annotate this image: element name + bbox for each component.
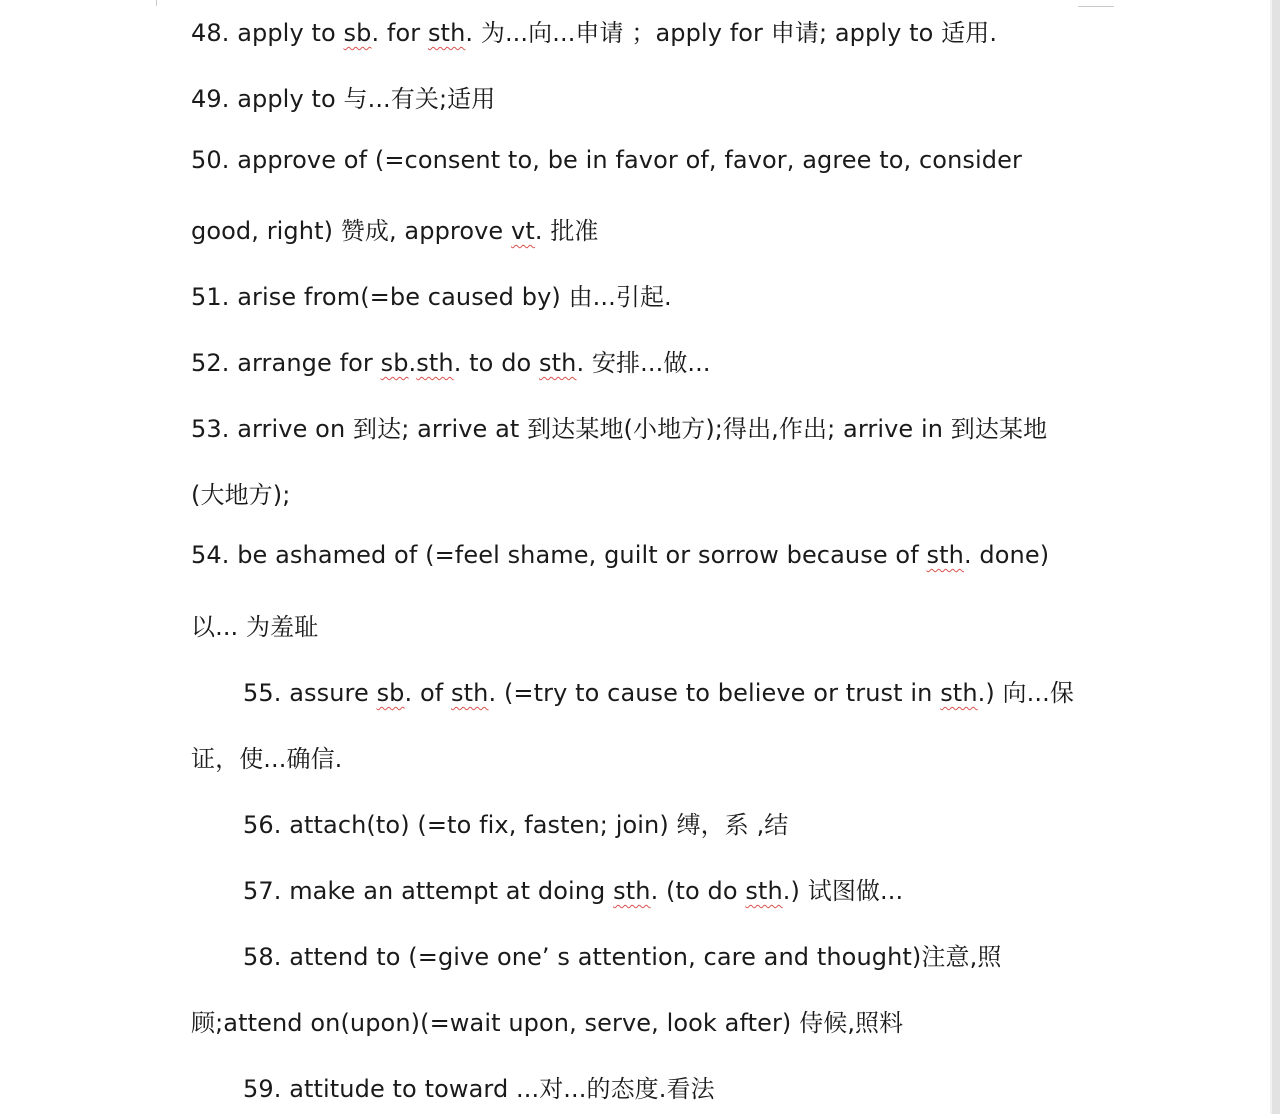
entry-54-continued [191,607,318,642]
text-run: . for [371,19,428,47]
text-run: 50. approve of (=consent to, be in favor of, favor, agree to, consider [191,146,1022,174]
text-run: (大地方); [191,481,291,509]
text-run: . (=try to cause to believe or trust in [488,679,941,707]
entry-56 [243,805,788,840]
entry-51 [191,277,672,312]
entry-48 [191,13,997,48]
text-run: 57. make an attempt at doing [243,877,614,905]
text-run: 51. arise from(=be caused by) 由...引起. [191,283,672,311]
text-run: . of [404,679,452,707]
entry-53-continued [191,475,290,510]
entry-50-continued [191,211,599,246]
entry-49 [191,79,495,114]
text-run: 53. arrive on 到达; arrive at 到达某地(小地方);得出,作出; arrive in 到达某地 [191,415,1048,443]
text-run: . to do [453,349,540,377]
spellcheck-underlined-word: sth [451,679,489,707]
text-run: . [408,349,417,377]
text-run: . 为...向...申请 ；apply for 申请; apply to 适用. [465,19,998,47]
spellcheck-underlined-word: sb [380,349,409,377]
spellcheck-underlined-word: sth [539,349,577,377]
text-run: 以... 为羞耻 [191,613,319,641]
text-run: 52. arrange for [191,349,381,377]
entry-50 [191,146,1022,174]
entry-54 [191,541,1049,569]
entry-57 [243,871,903,906]
spellcheck-underlined-word: sth [416,349,454,377]
text-run: 证，使...确信. [191,745,343,773]
spellcheck-underlined-word: sth [940,679,978,707]
entry-55-continued [191,739,342,774]
text-run: 49. apply to 与...有关;适用 [191,85,496,113]
text-run: . 批准 [534,217,599,245]
spellcheck-underlined-word: sb [343,19,372,47]
entry-58 [243,937,1001,972]
text-run: good, right) 赞成, approve [191,217,512,245]
text-run: . (to do [650,877,746,905]
entry-53 [191,409,1047,444]
text-run: 48. apply to [191,19,344,47]
text-run: .) 向...保 [977,679,1074,707]
spellcheck-underlined-word: vt [511,217,535,245]
page-margin-marker-right [1078,0,1114,7]
entry-59 [243,1069,715,1104]
text-run: .) 试图做... [782,877,904,905]
text-run: 56. attach(to) (=to fix, fasten; join) 缚，系 ,结 [243,811,789,839]
spellcheck-underlined-word: sth [926,541,964,569]
entry-58-continued [191,1003,903,1038]
text-run: . done) [963,541,1050,569]
text-run: . 安排...做... [576,349,711,377]
text-run: 54. be ashamed of (=feel shame, guilt or sorrow because of [191,541,927,569]
spellcheck-underlined-word: sth [427,19,466,47]
spellcheck-underlined-word: sth [613,877,651,905]
text-run: 顾;attend on(upon)(=wait upon, serve, look after) 侍候,照料 [191,1009,904,1037]
text-run: 58. attend to (=give one’ s attention, care and thought)注意,照 [243,943,1002,971]
text-run: 59. attitude to toward ...对...的态度.看法 [243,1075,715,1103]
page-margin-marker-left [156,0,157,6]
spellcheck-underlined-word: sb [376,679,405,707]
text-run: 55. assure [243,679,377,707]
entry-52 [191,343,711,378]
scrollbar-track[interactable] [1272,0,1280,1114]
entry-55 [243,673,1074,708]
spellcheck-underlined-word: sth [745,877,783,905]
